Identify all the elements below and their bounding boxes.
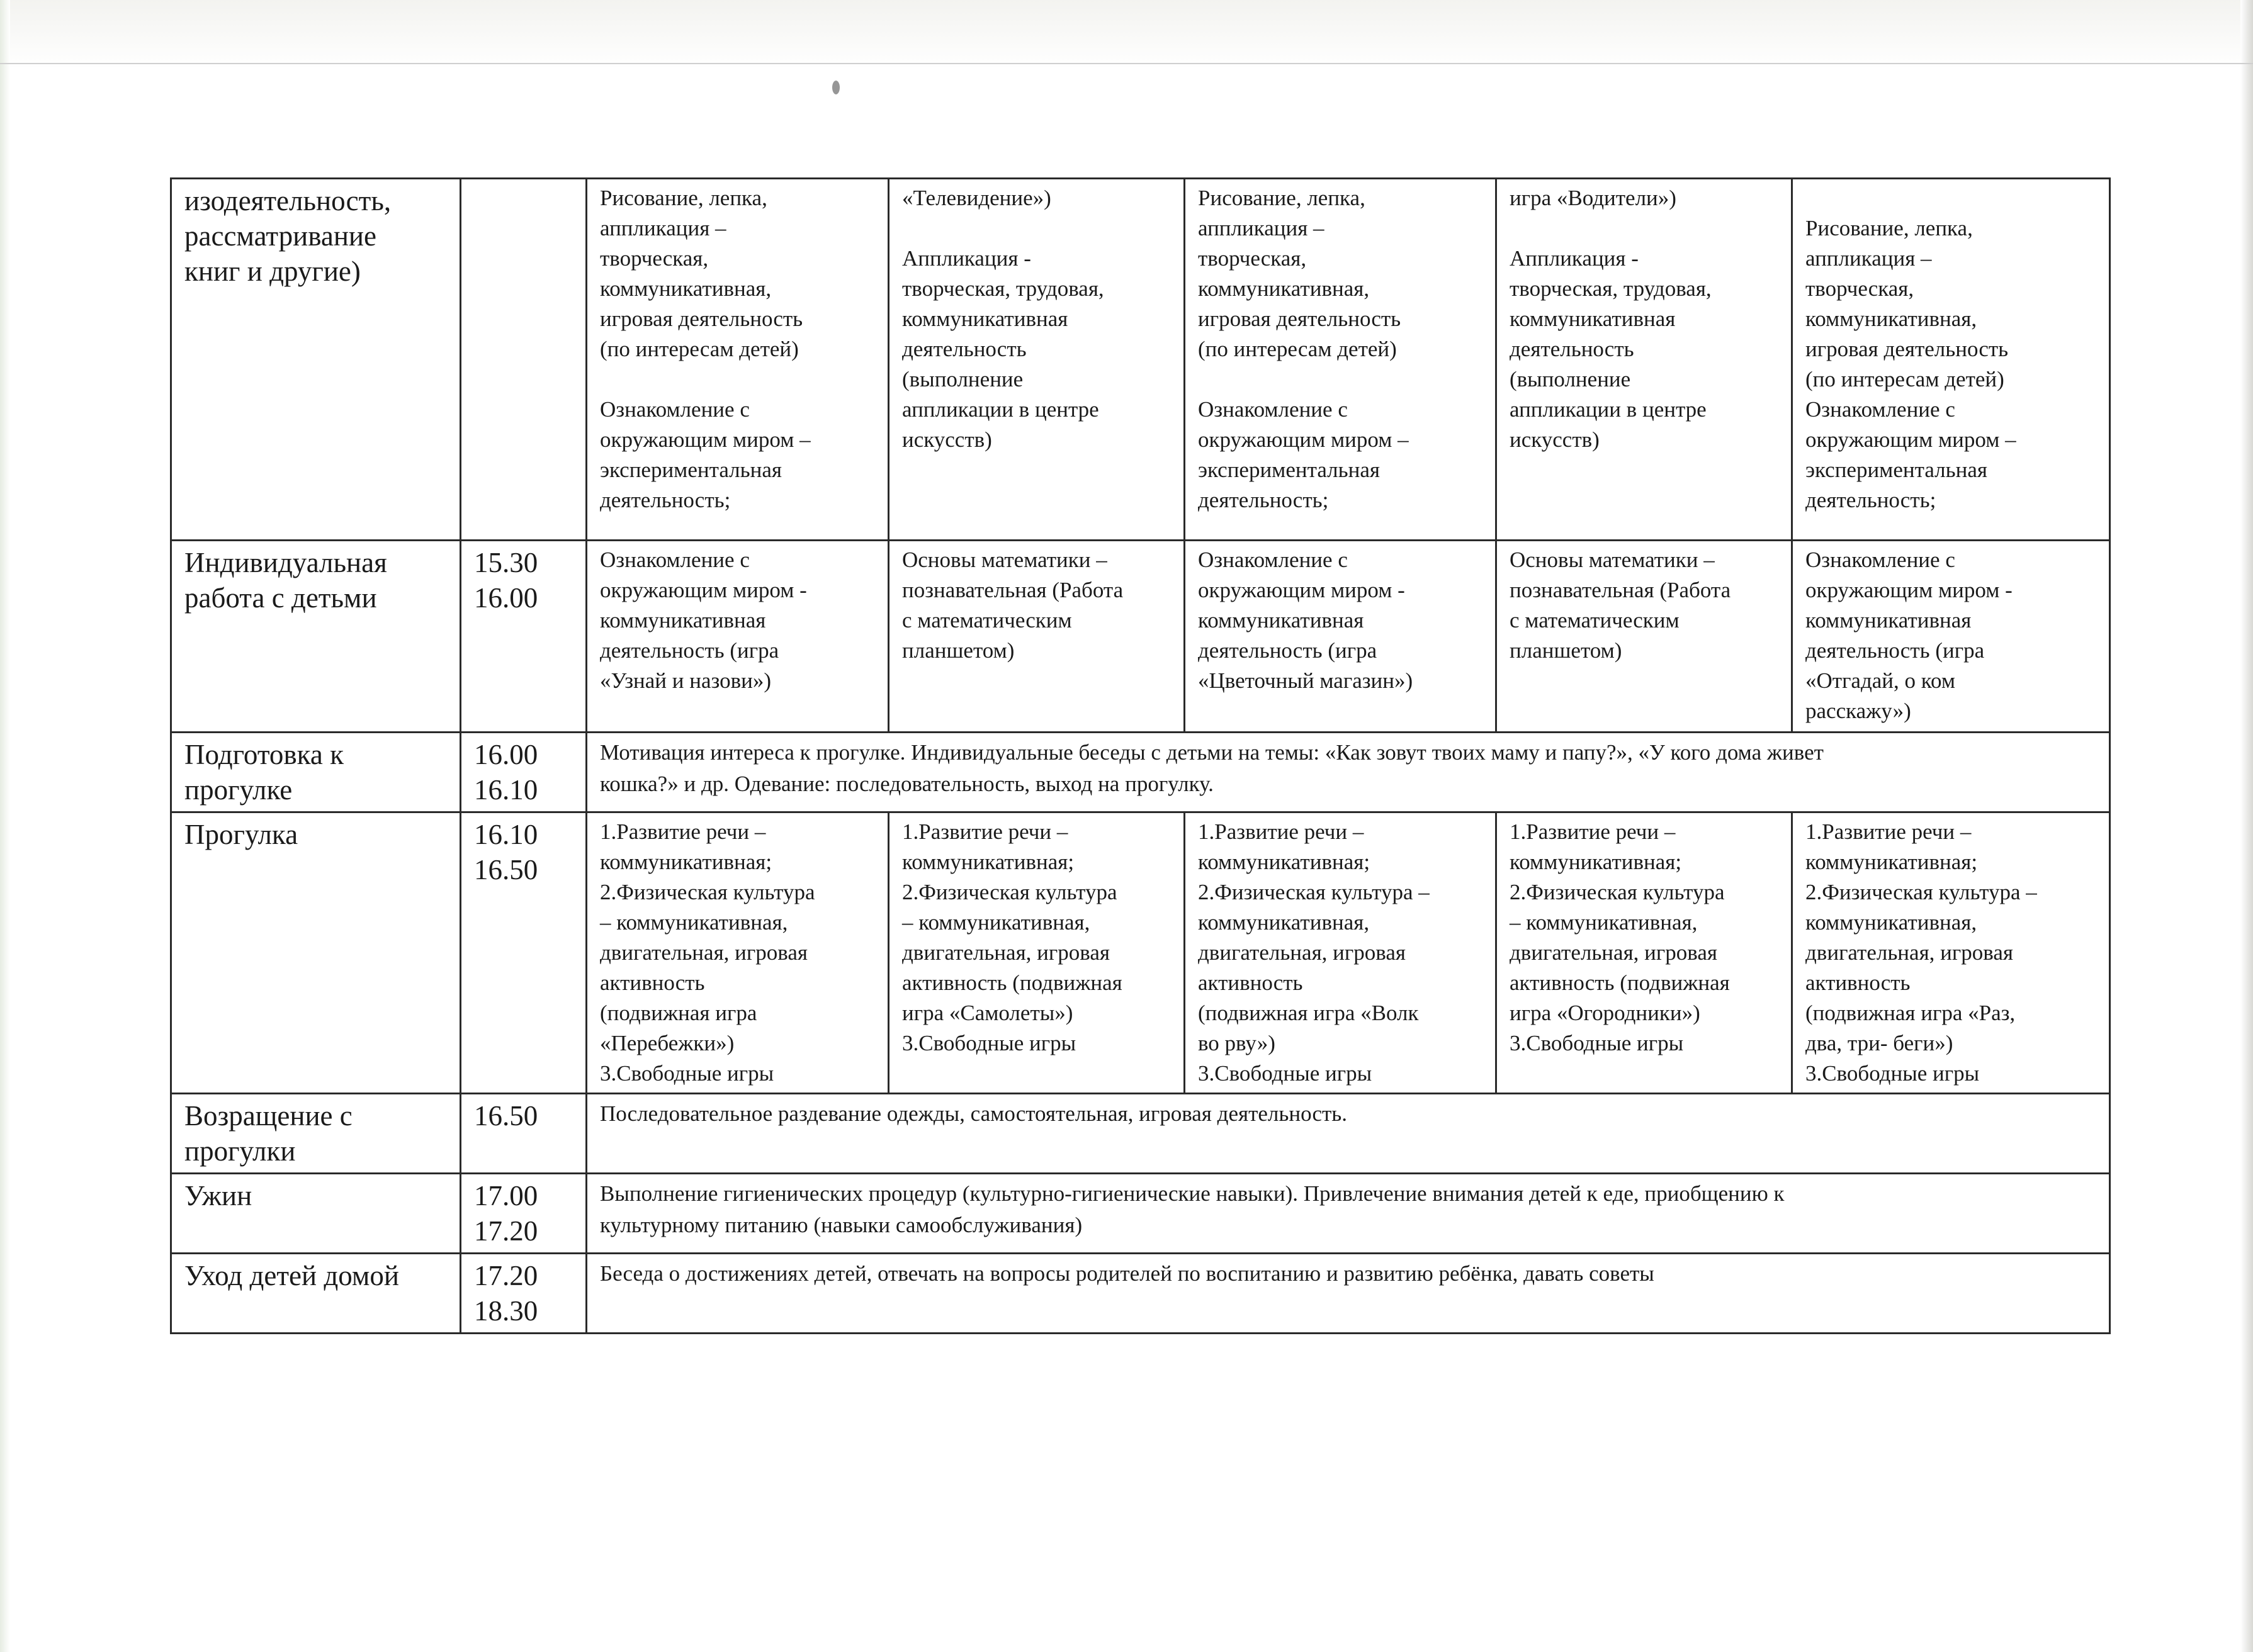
table-row <box>171 1254 2110 1334</box>
text-line: – коммуникативная, <box>1510 910 1698 935</box>
text-line: творческая, трудовая, <box>1510 276 1712 301</box>
text-line: 16.50 <box>474 854 538 885</box>
text-line: «Цветочный магазин») <box>1198 668 1413 693</box>
activity-description-cell <box>587 733 2110 812</box>
text-line: 15.30 <box>474 547 538 578</box>
scan-artifact-line <box>0 63 2253 64</box>
text-line: (выполнение <box>1510 367 1631 391</box>
activity-label-cell <box>171 541 461 733</box>
text-line: работа с детьми <box>184 582 377 614</box>
text-line: Ознакомление с <box>1198 548 1348 572</box>
text-line: изодеятельность, <box>184 185 392 216</box>
day-activity-cell <box>1185 179 1496 541</box>
text-line: окружающим миром – <box>1805 427 2016 452</box>
text-line: 2.Физическая культура – <box>1805 880 2037 904</box>
text-line: 3.Свободные игры <box>1198 1061 1372 1086</box>
text-line: (по интересам детей) <box>1805 367 2004 391</box>
time-cell <box>461 541 587 733</box>
text-line: 16.10 <box>474 819 538 850</box>
text-line: творческая, <box>1805 276 1914 301</box>
text-line: экспериментальная <box>1198 458 1380 482</box>
text-line: Рисование, лепка, <box>600 186 767 210</box>
text-line: с математическим <box>1510 608 1680 632</box>
day-activity-cell <box>587 179 889 541</box>
day-activity-cell <box>1792 812 2110 1094</box>
text-line: коммуникативная, <box>1198 276 1370 301</box>
text-line: игровая деятельность <box>600 306 803 331</box>
day-activity-cell <box>587 541 889 733</box>
text-line: деятельность (игра <box>1198 638 1377 663</box>
text-line: аппликации в центре <box>1510 397 1707 422</box>
time-cell <box>461 1174 587 1254</box>
text-line: игровая деятельность <box>1805 337 2009 361</box>
text-line: коммуникативная; <box>902 850 1075 874</box>
text-line: 1.Развитие речи – <box>1510 819 1676 844</box>
text-line: Последовательное раздевание одежды, самостоятельная, игровая деятельность. <box>600 1101 1347 1126</box>
text-line: коммуникативная; <box>1198 850 1370 874</box>
text-line: 17.20 <box>474 1260 538 1291</box>
text-line: Беседа о достижениях детей, отвечать на вопросы родителей по воспитанию и развитию ребёнка, давать советы <box>600 1261 1654 1286</box>
text-line <box>902 213 1172 244</box>
scan-speck <box>832 81 840 94</box>
day-activity-cell <box>587 812 889 1094</box>
text-line <box>1198 364 1484 395</box>
text-line: Ознакомление с <box>600 548 750 572</box>
text-line <box>1510 213 1780 244</box>
text-line: «Узнай и назови») <box>600 668 772 693</box>
text-line: аппликация – <box>600 216 726 240</box>
text-line: творческая, <box>1198 246 1307 271</box>
text-line: коммуникативная; <box>1510 850 1682 874</box>
activity-label-cell <box>171 179 461 541</box>
text-line: окружающим миром - <box>1805 578 2013 602</box>
table-row <box>171 1094 2110 1174</box>
activity-description-cell <box>587 1094 2110 1174</box>
text-line: 1.Развитие речи – <box>902 819 1068 844</box>
daily-schedule-table <box>170 177 2111 1334</box>
text-line: творческая, трудовая, <box>902 276 1104 301</box>
text-line: 3.Свободные игры <box>1805 1061 1980 1086</box>
text-line: Аппликация - <box>1510 246 1639 271</box>
text-line: – коммуникативная, <box>902 910 1090 935</box>
day-activity-cell <box>889 179 1185 541</box>
text-line: 17.00 <box>474 1180 538 1211</box>
text-line: познавательная (Работа <box>1510 578 1731 602</box>
text-line: деятельность; <box>600 488 731 512</box>
text-line: (подвижная игра «Волк <box>1198 1001 1419 1025</box>
text-line: двигательная, игровая <box>1805 940 2013 965</box>
text-line: 16.00 <box>474 739 538 770</box>
text-line: коммуникативная <box>1510 306 1676 331</box>
text-line: Уход детей домой <box>184 1260 399 1291</box>
text-line: экспериментальная <box>600 458 782 482</box>
scan-shadow-top <box>0 0 2253 69</box>
time-cell <box>461 1094 587 1174</box>
text-line: «Перебежки») <box>600 1031 735 1055</box>
text-line: (по интересам детей) <box>1198 337 1397 361</box>
text-line: двигательная, игровая <box>902 940 1110 965</box>
text-line: 3.Свободные игры <box>902 1031 1076 1055</box>
table-row <box>171 541 2110 733</box>
text-line: «Телевидение») <box>902 186 1051 210</box>
day-activity-cell <box>1185 812 1496 1094</box>
day-activity-cell <box>1792 541 2110 733</box>
text-line: расскажу») <box>1805 699 1911 723</box>
text-line: во рву») <box>1198 1031 1275 1055</box>
scan-shadow-left <box>0 0 10 1652</box>
day-activity-cell <box>1792 179 2110 541</box>
text-line: 16.00 <box>474 582 538 614</box>
table-row <box>171 812 2110 1094</box>
text-line: Ознакомление с <box>1198 397 1348 422</box>
text-line: 2.Физическая культура <box>1510 880 1725 904</box>
text-line: искусств) <box>1510 427 1600 452</box>
text-line: игра «Огородники») <box>1510 1001 1700 1025</box>
text-line: Рисование, лепка, <box>1805 216 1973 240</box>
text-line: двигательная, игровая <box>600 940 808 965</box>
text-line <box>600 364 876 395</box>
text-line: активность <box>1805 970 1911 995</box>
text-line: коммуникативная, <box>600 276 772 301</box>
day-activity-cell <box>889 541 1185 733</box>
text-line: (подвижная игра <box>600 1001 757 1025</box>
text-line: (по интересам детей) <box>600 337 799 361</box>
text-line: Ознакомление с <box>1805 548 1955 572</box>
text-line: 1.Развитие речи – <box>1805 819 1972 844</box>
time-cell <box>461 1254 587 1334</box>
text-line: двигательная, игровая <box>1510 940 1717 965</box>
text-line: планшетом) <box>1510 638 1622 663</box>
text-line: активность (подвижная <box>902 970 1122 995</box>
table-row <box>171 179 2110 541</box>
text-line: окружающим миром – <box>600 427 811 452</box>
text-line: деятельность (игра <box>1805 638 1985 663</box>
text-line: Выполнение гигиенических процедур (культурно-гигиенические навыки). Привлечение внимания детей к еде, приобщению к <box>600 1181 1785 1206</box>
text-line: активность <box>600 970 705 995</box>
text-line <box>1805 183 2098 213</box>
text-line: Основы математики – <box>1510 548 1715 572</box>
activity-label-cell <box>171 733 461 812</box>
text-line: деятельность; <box>1198 488 1329 512</box>
text-line: книг и другие) <box>184 256 361 287</box>
text-line: Ознакомление с <box>1805 397 1955 422</box>
text-line: окружающим миром - <box>1198 578 1405 602</box>
table-row <box>171 733 2110 812</box>
text-line: искусств) <box>902 427 992 452</box>
text-line: 3.Свободные игры <box>1510 1031 1684 1055</box>
text-line: окружающим миром – <box>1198 427 1409 452</box>
text-line: 17.20 <box>474 1215 538 1247</box>
activity-description-cell <box>587 1174 2110 1254</box>
text-line: Мотивация интереса к прогулке. Индивидуальные беседы с детьми на темы: «Как зовут твоих маму и папу?», «У кого дома живет <box>600 740 1824 765</box>
text-line: Возращение с <box>184 1100 353 1132</box>
schedule-body <box>171 179 2110 1334</box>
time-cell <box>461 733 587 812</box>
text-line: 2.Физическая культура <box>600 880 815 904</box>
text-line: игра «Водители») <box>1510 186 1676 210</box>
text-line: Основы математики – <box>902 548 1107 572</box>
text-line: деятельность <box>902 337 1027 361</box>
day-activity-cell <box>889 812 1185 1094</box>
text-line: Подготовка к <box>184 739 344 770</box>
text-line: кошка?» и др. Одевание: последовательность, выход на прогулку. <box>600 772 1214 796</box>
time-cell <box>461 812 587 1094</box>
text-line: 16.10 <box>474 774 538 806</box>
text-line: Аппликация - <box>902 246 1031 271</box>
text-line: игра «Самолеты») <box>902 1001 1073 1025</box>
day-activity-cell <box>1496 812 1792 1094</box>
text-line: Индивидуальная <box>184 547 387 578</box>
text-line: деятельность; <box>1805 488 1936 512</box>
text-line: коммуникативная <box>902 306 1068 331</box>
text-line: коммуникативная, <box>1805 910 1977 935</box>
text-line: познавательная (Работа <box>902 578 1124 602</box>
text-line: культурному питанию (навыки самообслуживания) <box>600 1213 1083 1237</box>
text-line: игровая деятельность <box>1198 306 1401 331</box>
text-line: коммуникативная; <box>600 850 772 874</box>
text-line: деятельность (игра <box>600 638 779 663</box>
text-line: экспериментальная <box>1805 458 1987 482</box>
text-line: аппликация – <box>1198 216 1324 240</box>
text-line: аппликация – <box>1805 246 1932 271</box>
text-line: рассматривание <box>184 220 376 252</box>
activity-label-cell <box>171 1254 461 1334</box>
text-line: «Отгадай, о ком <box>1805 668 1955 693</box>
text-line: (подвижная игра «Раз, <box>1805 1001 2016 1025</box>
text-line: коммуникативная <box>1198 608 1364 632</box>
text-line: активность <box>1198 970 1303 995</box>
text-line: Рисование, лепка, <box>1198 186 1365 210</box>
text-line: с математическим <box>902 608 1072 632</box>
time-cell <box>461 179 587 541</box>
text-line: коммуникативная, <box>1805 306 1977 331</box>
table-row <box>171 1174 2110 1254</box>
text-line: коммуникативная; <box>1805 850 1978 874</box>
text-line: творческая, <box>600 246 709 271</box>
text-line: коммуникативная, <box>1198 910 1370 935</box>
text-line: 2.Физическая культура <box>902 880 1117 904</box>
text-line: 3.Свободные игры <box>600 1061 774 1086</box>
scan-shadow-right <box>2240 0 2253 1652</box>
text-line: коммуникативная <box>600 608 766 632</box>
day-activity-cell <box>1496 541 1792 733</box>
text-line: деятельность <box>1510 337 1634 361</box>
day-activity-cell <box>1496 179 1792 541</box>
text-line: Ужин <box>184 1180 252 1211</box>
text-line: (выполнение <box>902 367 1024 391</box>
text-line: планшетом) <box>902 638 1015 663</box>
activity-description-cell <box>587 1254 2110 1334</box>
text-line: активность (подвижная <box>1510 970 1730 995</box>
activity-label-cell <box>171 812 461 1094</box>
text-line: двигательная, игровая <box>1198 940 1406 965</box>
text-line: прогулке <box>184 774 293 806</box>
activity-label-cell <box>171 1174 461 1254</box>
text-line: 18.30 <box>474 1295 538 1327</box>
text-line: коммуникативная <box>1805 608 1972 632</box>
day-activity-cell <box>1185 541 1496 733</box>
text-line: 2.Физическая культура – <box>1198 880 1430 904</box>
text-line: Прогулка <box>184 819 298 850</box>
text-line: 16.50 <box>474 1100 538 1132</box>
activity-label-cell <box>171 1094 461 1174</box>
text-line: – коммуникативная, <box>600 910 788 935</box>
text-line: 1.Развитие речи – <box>1198 819 1364 844</box>
text-line: 1.Развитие речи – <box>600 819 766 844</box>
text-line: Ознакомление с <box>600 397 750 422</box>
text-line: прогулки <box>184 1135 296 1167</box>
text-line: аппликации в центре <box>902 397 1099 422</box>
text-line: два, три- беги») <box>1805 1031 1953 1055</box>
text-line: окружающим миром - <box>600 578 807 602</box>
